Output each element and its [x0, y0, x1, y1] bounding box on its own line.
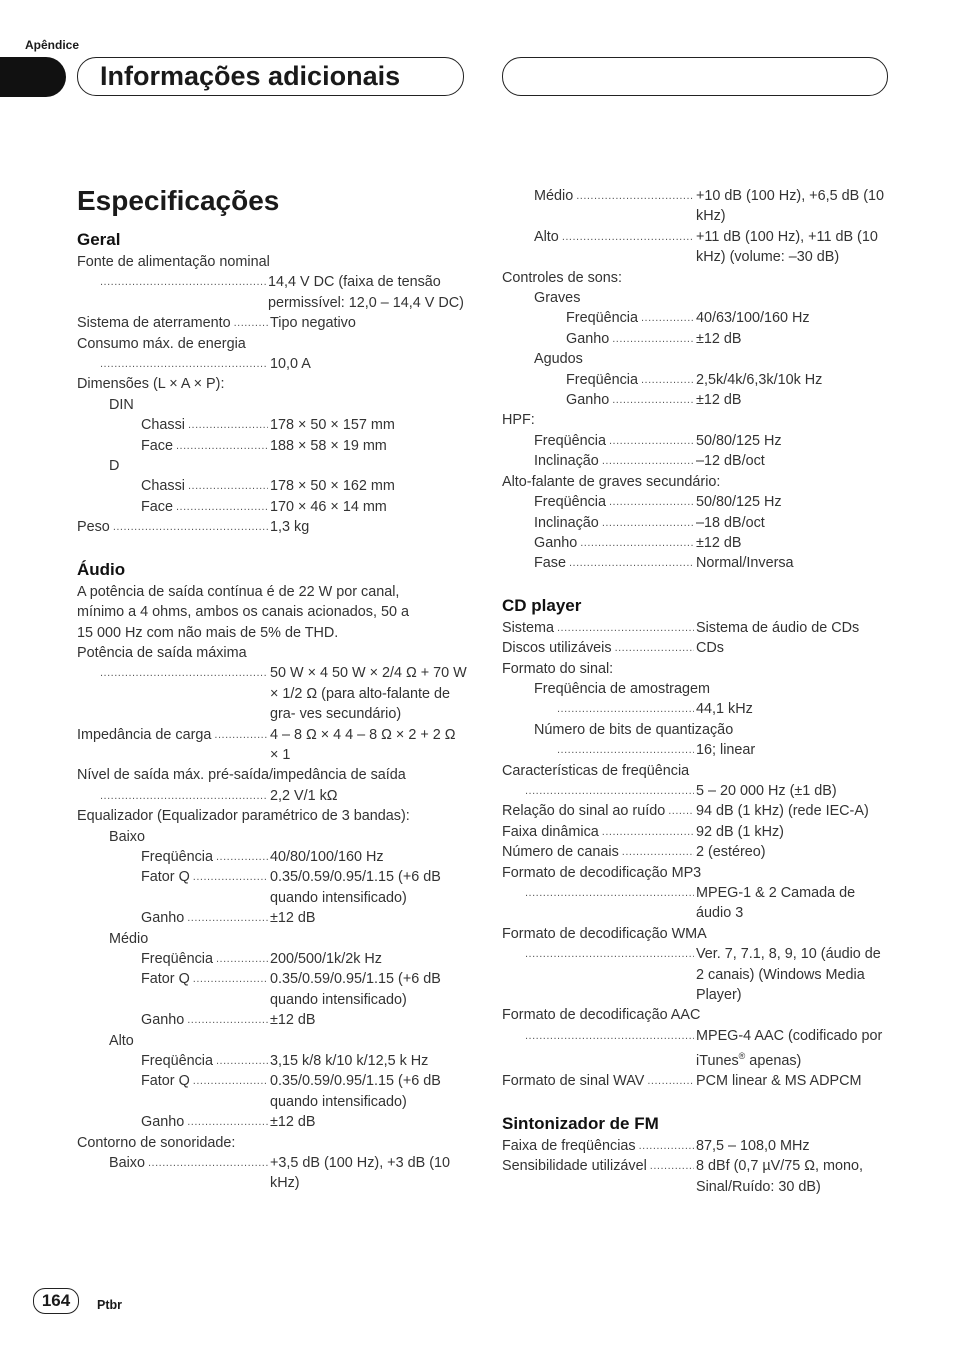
- spec-label: Discos utilizáveis: [502, 640, 612, 657]
- spec-label: Fase: [534, 555, 566, 572]
- spec-value: +3,5 dB (100 Hz), +3 dB (10 kHz): [270, 1155, 450, 1192]
- spec-row: [77, 497, 467, 517]
- fm-tuner-heading: Sintonizador de FM: [502, 1113, 659, 1133]
- spec-value: 1,3 kg: [270, 519, 310, 536]
- audio-intro-line: mínimo a 4 ohms, ambos os canais acionados, 50 a: [77, 604, 409, 621]
- spec-value: Ver. 7, 7.1, 8, 9, 10 (áudio de 2 canais) (Windows Media Player): [696, 946, 881, 1004]
- spec-row: [502, 1156, 892, 1197]
- spec-value: –12 dB/oct: [696, 453, 765, 470]
- spec-value: 0.35/0.59/0.95/1.15 (+6 dB quando intensificado): [270, 971, 441, 1008]
- spec-label: Freqüência: [534, 494, 606, 511]
- spec-row: [77, 313, 467, 333]
- spec-label: Peso: [77, 519, 110, 536]
- spec-value: 40/63/100/160 Hz: [696, 310, 810, 327]
- spec-row: [502, 533, 892, 553]
- spec-row: [77, 725, 467, 766]
- header-title: Informações adicionais: [100, 61, 401, 91]
- spec-value: ±12 dB: [270, 1012, 316, 1029]
- spec-row: [502, 308, 892, 328]
- page-title: Especificações: [77, 185, 280, 216]
- spec-row: [77, 517, 467, 537]
- spec-value: 178 × 50 × 157 mm: [270, 417, 395, 434]
- section-label: Apêndice: [25, 38, 80, 52]
- spec-label: Consumo máx. de energia: [77, 335, 246, 352]
- spec-label: Sistema de aterramento: [77, 315, 231, 332]
- spec-sublabel: DIN: [109, 396, 134, 413]
- spec-value: ±12 dB: [696, 392, 742, 409]
- spec-value: 3,15 k/8 k/10 k/12,5 k Hz: [270, 1053, 429, 1070]
- spec-label: Freqüência: [566, 310, 638, 327]
- spec-value: MPEG-1 & 2 Camada de áudio 3: [696, 885, 856, 922]
- spec-value: PCM linear & MS ADPCM: [696, 1073, 862, 1090]
- spec-row: [502, 553, 892, 573]
- spec-row: [77, 1010, 467, 1030]
- spec-value: –18 dB/oct: [696, 514, 765, 531]
- spec-value: +10 dB (100 Hz), +6,5 dB (10 kHz): [696, 188, 884, 225]
- spec-row: [502, 822, 892, 842]
- spec-row: [77, 663, 467, 724]
- spec-label: Freqüência: [141, 1053, 213, 1070]
- spec-value: 50 W × 4 50 W × 2/4 Ω + 70 W × 1/2 Ω (para alto-falante de gra- ves secundário): [270, 665, 467, 723]
- spec-value: ±12 dB: [270, 1114, 316, 1131]
- spec-value: MPEG-4 AAC (codificado por iTunes® apenas): [696, 1027, 883, 1070]
- spec-label: Alto-falante de graves secundário:: [502, 473, 721, 490]
- spec-row: [77, 1112, 467, 1132]
- spec-label: Médio: [534, 188, 574, 204]
- spec-sublabel: Graves: [534, 290, 581, 307]
- spec-row: [502, 390, 892, 410]
- spec-row: [77, 847, 467, 867]
- spec-value: 14,4 V DC (faixa de tensão permissível: 12,0 – 14,4 V DC): [268, 274, 464, 311]
- spec-row: [77, 436, 467, 456]
- spec-label: Faixa de freqüências: [502, 1137, 636, 1154]
- spec-row: [502, 781, 892, 801]
- spec-sublabel: Número de bits de quantização: [534, 721, 734, 738]
- spec-label: Alto: [534, 228, 559, 245]
- spec-value: 50/80/125 Hz: [696, 494, 782, 511]
- section-tab: [0, 57, 66, 97]
- spec-value: ±12 dB: [270, 910, 316, 927]
- spec-row: [77, 476, 467, 496]
- spec-label: HPF:: [502, 412, 535, 429]
- left-column: [77, 228, 467, 1194]
- spec-label: Controles de sons:: [502, 269, 622, 286]
- geral-heading: Geral: [77, 230, 121, 249]
- spec-value: ±12 dB: [696, 330, 742, 347]
- spec-label: Sistema: [502, 619, 554, 636]
- spec-value: 5 – 20 000 Hz (±1 dB): [696, 782, 837, 799]
- spec-row: [502, 944, 892, 1005]
- spec-sublabel: Freqüência de amostragem: [534, 680, 710, 697]
- spec-label: Freqüência: [141, 848, 213, 865]
- audio-intro-line: A potência de saída contínua é de 22 W por canal,: [77, 583, 400, 600]
- spec-label: Número de canais: [502, 844, 619, 861]
- spec-label: Impedância de carga: [77, 726, 212, 743]
- spec-sublabel: D: [109, 458, 120, 475]
- spec-row: [502, 801, 892, 821]
- spec-value: CDs: [696, 640, 724, 657]
- spec-value: Tipo negativo: [270, 315, 356, 332]
- spec-value: 44,1 kHz: [696, 701, 753, 718]
- spec-sublabel: Alto: [109, 1032, 134, 1049]
- spec-label: Relação do sinal ao ruído: [502, 803, 666, 820]
- spec-row: [502, 842, 892, 862]
- spec-row: [502, 618, 892, 638]
- spec-row: [502, 329, 892, 349]
- spec-row: [77, 415, 467, 435]
- spec-value: 92 dB (1 kHz): [696, 823, 784, 840]
- spec-row: [77, 786, 467, 806]
- spec-label: Baixo: [109, 1155, 145, 1172]
- spec-row: [77, 1071, 467, 1112]
- spec-label: Formato de decodificação AAC: [502, 1007, 701, 1024]
- spec-label: Freqüência: [141, 951, 213, 967]
- spec-label: Formato de decodificação WMA: [502, 925, 707, 942]
- spec-row: [77, 1153, 467, 1194]
- spec-row: [502, 186, 892, 227]
- audio-intro-line: 15 000 Hz com não mais de 5% de THD.: [77, 624, 339, 641]
- language-code: Ptbr: [97, 1298, 122, 1312]
- spec-row: [502, 1136, 892, 1156]
- spec-value: 178 × 50 × 162 mm: [270, 478, 395, 495]
- spec-label: Face: [141, 498, 173, 515]
- spec-label: Características de freqüência: [502, 762, 690, 779]
- spec-value: ±12 dB: [696, 534, 742, 551]
- spec-label: Potência de saída máxima: [77, 644, 247, 661]
- spec-label: Inclinação: [534, 514, 599, 531]
- spec-value: 4 – 8 Ω × 4 4 – 8 Ω × 2 + 2 Ω × 1: [270, 726, 456, 763]
- spec-row: [502, 492, 892, 512]
- spec-row: [77, 354, 467, 374]
- page-number: 164: [33, 1288, 79, 1314]
- spec-label: Sensibilidade utilizável: [502, 1158, 647, 1175]
- spec-row: [502, 638, 892, 658]
- spec-value: 50/80/125 Hz: [696, 432, 782, 449]
- spec-value: 188 × 58 × 19 mm: [270, 437, 387, 454]
- spec-value: 0.35/0.59/0.95/1.15 (+6 dB quando intensificado): [270, 1073, 441, 1110]
- spec-label: Fator Q: [141, 869, 190, 886]
- spec-row: [77, 908, 467, 928]
- spec-label: Face: [141, 437, 173, 454]
- spec-label: Contorno de sonoridade:: [77, 1134, 236, 1151]
- spec-value: Normal/Inversa: [696, 555, 794, 572]
- spec-label: Inclinação: [534, 453, 599, 470]
- spec-label: Equalizador (Equalizador paramétrico de 3 bandas):: [77, 808, 410, 825]
- spec-value: 8 dBf (0,7 µV/75 Ω, mono, Sinal/Ruído: 30 dB): [696, 1158, 864, 1195]
- spec-label: Ganho: [566, 330, 610, 347]
- spec-label: Faixa dinâmica: [502, 823, 599, 840]
- spec-row: [502, 699, 892, 719]
- spec-row: [502, 1071, 892, 1091]
- spec-label: Fator Q: [141, 1073, 190, 1090]
- spec-label: Ganho: [141, 910, 185, 927]
- spec-row: [502, 1026, 892, 1072]
- spec-value: 170 × 46 × 14 mm: [270, 498, 387, 515]
- spec-value: 94 dB (1 kHz) (rede IEC-A): [696, 803, 869, 820]
- spec-row: [502, 883, 892, 924]
- spec-row: [502, 227, 892, 268]
- spec-value: 10,0 A: [270, 356, 311, 373]
- spec-row: [77, 1051, 467, 1071]
- spec-label: Dimensões (L × A × P):: [77, 376, 225, 393]
- spec-row: [77, 949, 467, 969]
- spec-label: Formato de sinal WAV: [502, 1073, 645, 1090]
- spec-value: 16; linear: [696, 742, 756, 759]
- spec-label: Fator Q: [141, 971, 190, 988]
- spec-row: [502, 370, 892, 390]
- spec-row: [502, 451, 892, 471]
- spec-value: 2,5k/4k/6,3k/10k Hz: [696, 371, 823, 388]
- spec-label: Freqüência: [566, 371, 638, 388]
- spec-row: [77, 867, 467, 908]
- spec-value: 87,5 – 108,0 MHz: [696, 1137, 810, 1154]
- spec-label: Formato de decodificação MP3: [502, 864, 702, 881]
- spec-value: 0.35/0.59/0.95/1.15 (+6 dB quando intensificado): [270, 869, 441, 906]
- audio-heading: Áudio: [77, 559, 126, 579]
- spec-row: [77, 969, 467, 1010]
- spec-row: [502, 740, 892, 760]
- spec-label: Freqüência: [534, 432, 606, 449]
- spec-label: Chassi: [141, 478, 185, 495]
- spec-sublabel: Baixo: [109, 828, 145, 845]
- spec-label: Chassi: [141, 417, 185, 434]
- spec-row: [77, 272, 467, 313]
- spec-sublabel: Médio: [109, 930, 149, 947]
- spec-row: [502, 431, 892, 451]
- spec-label: Formato do sinal:: [502, 660, 614, 677]
- spec-value: 2 (estéreo): [696, 844, 766, 861]
- spec-label: Ganho: [534, 534, 578, 551]
- spec-value: 40/80/100/160 Hz: [270, 848, 384, 865]
- header-blank-box: [502, 57, 888, 96]
- spec-label: Ganho: [141, 1012, 185, 1029]
- spec-value: 200/500/1k/2k Hz: [270, 951, 382, 967]
- spec-label: Fonte de alimentação nominal: [77, 254, 270, 270]
- spec-sublabel: Agudos: [534, 351, 583, 368]
- spec-value: 2,2 V/1 kΩ: [270, 787, 338, 804]
- spec-label: Nível de saída máx. pré-saída/impedância de saída: [77, 767, 406, 784]
- cd-player-heading: CD player: [502, 595, 582, 615]
- spec-value: Sistema de áudio de CDs: [696, 619, 860, 636]
- right-column: [502, 186, 892, 1197]
- spec-label: Ganho: [566, 392, 610, 409]
- spec-value: +11 dB (100 Hz), +11 dB (10 kHz) (volume: –30 dB): [696, 228, 878, 266]
- spec-row: [502, 513, 892, 533]
- spec-label: Ganho: [141, 1114, 185, 1131]
